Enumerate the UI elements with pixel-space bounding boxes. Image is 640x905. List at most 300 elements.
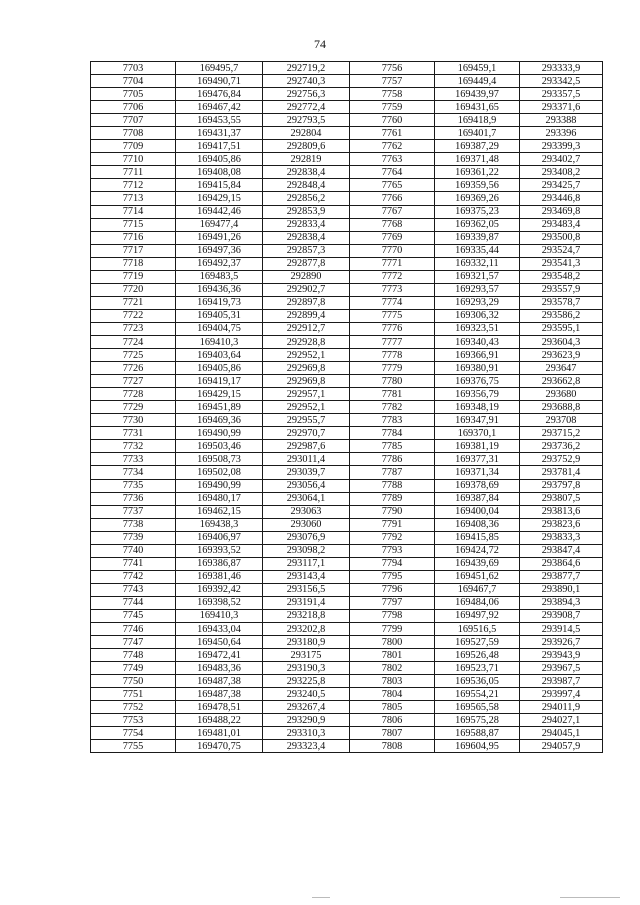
table-row bbox=[91, 335, 603, 348]
point-number-cell: 7785 bbox=[350, 440, 435, 453]
x-coordinate-cell: 169462,15 bbox=[176, 505, 263, 518]
x-coordinate-cell: 169417,51 bbox=[176, 140, 263, 153]
table-row bbox=[91, 649, 603, 662]
table-row bbox=[91, 583, 603, 596]
point-number-cell: 7751 bbox=[91, 688, 176, 701]
table-row bbox=[91, 270, 603, 283]
coordinates-table-body bbox=[91, 62, 603, 753]
x-coordinate-cell: 169503,46 bbox=[176, 440, 263, 453]
y-coordinate-cell: 292902,7 bbox=[263, 283, 350, 296]
table-row bbox=[91, 518, 603, 531]
y-coordinate-cell: 293715,2 bbox=[520, 427, 603, 440]
point-number-cell: 7786 bbox=[350, 453, 435, 466]
x-coordinate-cell: 169439,97 bbox=[435, 88, 520, 101]
y-coordinate-cell: 292719,2 bbox=[263, 62, 350, 75]
y-coordinate-cell: 293647 bbox=[520, 362, 603, 375]
point-number-cell: 7705 bbox=[91, 88, 176, 101]
x-coordinate-cell: 169335,44 bbox=[435, 244, 520, 257]
point-number-cell: 7735 bbox=[91, 479, 176, 492]
y-coordinate-cell: 294027,1 bbox=[520, 714, 603, 727]
point-number-cell: 7795 bbox=[350, 570, 435, 583]
y-coordinate-cell: 292819 bbox=[263, 153, 350, 166]
y-coordinate-cell: 293688,8 bbox=[520, 401, 603, 414]
point-number-cell: 7802 bbox=[350, 662, 435, 675]
point-number-cell: 7708 bbox=[91, 127, 176, 140]
y-coordinate-cell: 293060 bbox=[263, 518, 350, 531]
point-number-cell: 7799 bbox=[350, 623, 435, 636]
point-number-cell: 7805 bbox=[350, 701, 435, 714]
y-coordinate-cell: 293076,9 bbox=[263, 531, 350, 544]
x-coordinate-cell: 169408,08 bbox=[176, 166, 263, 179]
point-number-cell: 7803 bbox=[350, 675, 435, 688]
y-coordinate-cell: 292877,8 bbox=[263, 257, 350, 270]
x-coordinate-cell: 169380,91 bbox=[435, 362, 520, 375]
table-row bbox=[91, 714, 603, 727]
y-coordinate-cell: 293402,7 bbox=[520, 153, 603, 166]
x-coordinate-cell: 169293,29 bbox=[435, 296, 520, 309]
table-row bbox=[91, 349, 603, 362]
point-number-cell: 7788 bbox=[350, 479, 435, 492]
point-number-cell: 7714 bbox=[91, 205, 176, 218]
table-row bbox=[91, 296, 603, 309]
y-coordinate-cell: 292838,4 bbox=[263, 166, 350, 179]
y-coordinate-cell: 292955,7 bbox=[263, 414, 350, 427]
point-number-cell: 7781 bbox=[350, 388, 435, 401]
table-row bbox=[91, 505, 603, 518]
y-coordinate-cell: 294011,9 bbox=[520, 701, 603, 714]
x-coordinate-cell: 169339,87 bbox=[435, 231, 520, 244]
y-coordinate-cell: 293039,7 bbox=[263, 466, 350, 479]
point-number-cell: 7808 bbox=[350, 740, 435, 753]
x-coordinate-cell: 169376,75 bbox=[435, 375, 520, 388]
y-coordinate-cell: 293894,3 bbox=[520, 596, 603, 609]
point-number-cell: 7712 bbox=[91, 179, 176, 192]
point-number-cell: 7794 bbox=[350, 557, 435, 570]
x-coordinate-cell: 169356,79 bbox=[435, 388, 520, 401]
table-row bbox=[91, 322, 603, 335]
x-coordinate-cell: 169408,36 bbox=[435, 518, 520, 531]
point-number-cell: 7745 bbox=[91, 609, 176, 622]
x-coordinate-cell: 169419,73 bbox=[176, 296, 263, 309]
y-coordinate-cell: 293604,3 bbox=[520, 335, 603, 348]
point-number-cell: 7783 bbox=[350, 414, 435, 427]
y-coordinate-cell: 293541,3 bbox=[520, 257, 603, 270]
table-row bbox=[91, 179, 603, 192]
point-number-cell: 7791 bbox=[350, 518, 435, 531]
point-number-cell: 7749 bbox=[91, 662, 176, 675]
table-row bbox=[91, 283, 603, 296]
y-coordinate-cell: 293399,3 bbox=[520, 140, 603, 153]
y-coordinate-cell: 292957,1 bbox=[263, 388, 350, 401]
table-row bbox=[91, 140, 603, 153]
table-row bbox=[91, 127, 603, 140]
x-coordinate-cell: 169400,04 bbox=[435, 505, 520, 518]
table-row bbox=[91, 701, 603, 714]
y-coordinate-cell: 293310,3 bbox=[263, 727, 350, 740]
x-coordinate-cell: 169439,69 bbox=[435, 557, 520, 570]
point-number-cell: 7758 bbox=[350, 88, 435, 101]
table-row bbox=[91, 492, 603, 505]
x-coordinate-cell: 169480,17 bbox=[176, 492, 263, 505]
x-coordinate-cell: 169293,57 bbox=[435, 283, 520, 296]
y-coordinate-cell: 293864,6 bbox=[520, 557, 603, 570]
x-coordinate-cell: 169431,37 bbox=[176, 127, 263, 140]
y-coordinate-cell: 293807,5 bbox=[520, 492, 603, 505]
point-number-cell: 7770 bbox=[350, 244, 435, 257]
table-row bbox=[91, 101, 603, 114]
y-coordinate-cell: 294045,1 bbox=[520, 727, 603, 740]
table-row bbox=[91, 557, 603, 570]
point-number-cell: 7719 bbox=[91, 270, 176, 283]
x-coordinate-cell: 169490,99 bbox=[176, 427, 263, 440]
table-row bbox=[91, 257, 603, 270]
y-coordinate-cell: 293190,3 bbox=[263, 662, 350, 675]
y-coordinate-cell: 293967,5 bbox=[520, 662, 603, 675]
x-coordinate-cell: 169495,7 bbox=[176, 62, 263, 75]
y-coordinate-cell: 292833,4 bbox=[263, 218, 350, 231]
point-number-cell: 7787 bbox=[350, 466, 435, 479]
x-coordinate-cell: 169491,26 bbox=[176, 231, 263, 244]
x-coordinate-cell: 169449,4 bbox=[435, 75, 520, 88]
point-number-cell: 7732 bbox=[91, 440, 176, 453]
point-number-cell: 7764 bbox=[350, 166, 435, 179]
x-coordinate-cell: 169362,05 bbox=[435, 218, 520, 231]
y-coordinate-cell: 293847,4 bbox=[520, 544, 603, 557]
point-number-cell: 7755 bbox=[91, 740, 176, 753]
x-coordinate-cell: 169487,38 bbox=[176, 675, 263, 688]
x-coordinate-cell: 169469,36 bbox=[176, 414, 263, 427]
x-coordinate-cell: 169483,36 bbox=[176, 662, 263, 675]
x-coordinate-cell: 169405,86 bbox=[176, 362, 263, 375]
point-number-cell: 7800 bbox=[350, 636, 435, 649]
x-coordinate-cell: 169398,52 bbox=[176, 596, 263, 609]
y-coordinate-cell: 293483,4 bbox=[520, 218, 603, 231]
footer-line bbox=[312, 897, 330, 898]
table-row bbox=[91, 596, 603, 609]
point-number-cell: 7763 bbox=[350, 153, 435, 166]
y-coordinate-cell: 293781,4 bbox=[520, 466, 603, 479]
x-coordinate-cell: 169371,34 bbox=[435, 466, 520, 479]
point-number-cell: 7713 bbox=[91, 192, 176, 205]
y-coordinate-cell: 293323,4 bbox=[263, 740, 350, 753]
point-number-cell: 7720 bbox=[91, 283, 176, 296]
y-coordinate-cell: 293396 bbox=[520, 127, 603, 140]
point-number-cell: 7761 bbox=[350, 127, 435, 140]
y-coordinate-cell: 292804 bbox=[263, 127, 350, 140]
point-number-cell: 7724 bbox=[91, 335, 176, 348]
point-number-cell: 7744 bbox=[91, 596, 176, 609]
y-coordinate-cell: 293997,4 bbox=[520, 688, 603, 701]
table-row bbox=[91, 609, 603, 622]
point-number-cell: 7717 bbox=[91, 244, 176, 257]
x-coordinate-cell: 169406,97 bbox=[176, 531, 263, 544]
x-coordinate-cell: 169387,84 bbox=[435, 492, 520, 505]
y-coordinate-cell: 292857,3 bbox=[263, 244, 350, 257]
y-coordinate-cell: 293662,8 bbox=[520, 375, 603, 388]
x-coordinate-cell: 169410,3 bbox=[176, 609, 263, 622]
point-number-cell: 7778 bbox=[350, 349, 435, 362]
table-row bbox=[91, 466, 603, 479]
table-row bbox=[91, 205, 603, 218]
y-coordinate-cell: 293833,3 bbox=[520, 531, 603, 544]
table-row bbox=[91, 75, 603, 88]
point-number-cell: 7806 bbox=[350, 714, 435, 727]
y-coordinate-cell: 293425,7 bbox=[520, 179, 603, 192]
y-coordinate-cell: 292897,8 bbox=[263, 296, 350, 309]
y-coordinate-cell: 293240,5 bbox=[263, 688, 350, 701]
y-coordinate-cell: 293595,1 bbox=[520, 322, 603, 335]
y-coordinate-cell: 293175 bbox=[263, 649, 350, 662]
x-coordinate-cell: 169527,59 bbox=[435, 636, 520, 649]
x-coordinate-cell: 169526,48 bbox=[435, 649, 520, 662]
point-number-cell: 7793 bbox=[350, 544, 435, 557]
x-coordinate-cell: 169476,84 bbox=[176, 88, 263, 101]
y-coordinate-cell: 293813,6 bbox=[520, 505, 603, 518]
point-number-cell: 7718 bbox=[91, 257, 176, 270]
table-row bbox=[91, 114, 603, 127]
x-coordinate-cell: 169490,99 bbox=[176, 479, 263, 492]
point-number-cell: 7759 bbox=[350, 101, 435, 114]
point-number-cell: 7736 bbox=[91, 492, 176, 505]
table-row bbox=[91, 688, 603, 701]
x-coordinate-cell: 169438,3 bbox=[176, 518, 263, 531]
x-coordinate-cell: 169361,22 bbox=[435, 166, 520, 179]
point-number-cell: 7792 bbox=[350, 531, 435, 544]
y-coordinate-cell: 293408,2 bbox=[520, 166, 603, 179]
table-row bbox=[91, 727, 603, 740]
point-number-cell: 7767 bbox=[350, 205, 435, 218]
page-number: 74 bbox=[314, 37, 326, 51]
y-coordinate-cell: 292952,1 bbox=[263, 349, 350, 362]
table-row bbox=[91, 244, 603, 257]
x-coordinate-cell: 169436,36 bbox=[176, 283, 263, 296]
x-coordinate-cell: 169481,01 bbox=[176, 727, 263, 740]
point-number-cell: 7752 bbox=[91, 701, 176, 714]
x-coordinate-cell: 169340,43 bbox=[435, 335, 520, 348]
y-coordinate-cell: 293342,5 bbox=[520, 75, 603, 88]
x-coordinate-cell: 169381,46 bbox=[176, 570, 263, 583]
x-coordinate-cell: 169470,75 bbox=[176, 740, 263, 753]
x-coordinate-cell: 169565,58 bbox=[435, 701, 520, 714]
point-number-cell: 7727 bbox=[91, 375, 176, 388]
y-coordinate-cell: 292838,4 bbox=[263, 231, 350, 244]
point-number-cell: 7730 bbox=[91, 414, 176, 427]
y-coordinate-cell: 293557,9 bbox=[520, 283, 603, 296]
point-number-cell: 7796 bbox=[350, 583, 435, 596]
x-coordinate-cell: 169523,71 bbox=[435, 662, 520, 675]
x-coordinate-cell: 169484,06 bbox=[435, 596, 520, 609]
y-coordinate-cell: 293586,2 bbox=[520, 309, 603, 322]
x-coordinate-cell: 169502,08 bbox=[176, 466, 263, 479]
y-coordinate-cell: 293469,8 bbox=[520, 205, 603, 218]
y-coordinate-cell: 293914,5 bbox=[520, 623, 603, 636]
x-coordinate-cell: 169377,31 bbox=[435, 453, 520, 466]
y-coordinate-cell: 293098,2 bbox=[263, 544, 350, 557]
y-coordinate-cell: 292890 bbox=[263, 270, 350, 283]
table-row bbox=[91, 362, 603, 375]
x-coordinate-cell: 169348,19 bbox=[435, 401, 520, 414]
y-coordinate-cell: 292970,7 bbox=[263, 427, 350, 440]
table-row bbox=[91, 62, 603, 75]
y-coordinate-cell: 293218,8 bbox=[263, 609, 350, 622]
point-number-cell: 7737 bbox=[91, 505, 176, 518]
table-row bbox=[91, 440, 603, 453]
point-number-cell: 7703 bbox=[91, 62, 176, 75]
x-coordinate-cell: 169450,64 bbox=[176, 636, 263, 649]
x-coordinate-cell: 169405,31 bbox=[176, 309, 263, 322]
table-row bbox=[91, 388, 603, 401]
x-coordinate-cell: 169451,62 bbox=[435, 570, 520, 583]
y-coordinate-cell: 292740,3 bbox=[263, 75, 350, 88]
table-row bbox=[91, 218, 603, 231]
point-number-cell: 7782 bbox=[350, 401, 435, 414]
y-coordinate-cell: 293578,7 bbox=[520, 296, 603, 309]
x-coordinate-cell: 169410,3 bbox=[176, 335, 263, 348]
point-number-cell: 7704 bbox=[91, 75, 176, 88]
x-coordinate-cell: 169375,23 bbox=[435, 205, 520, 218]
x-coordinate-cell: 169405,86 bbox=[176, 153, 263, 166]
x-coordinate-cell: 169492,37 bbox=[176, 257, 263, 270]
table-row bbox=[91, 623, 603, 636]
point-number-cell: 7731 bbox=[91, 427, 176, 440]
point-number-cell: 7726 bbox=[91, 362, 176, 375]
x-coordinate-cell: 169516,5 bbox=[435, 623, 520, 636]
x-coordinate-cell: 169381,19 bbox=[435, 440, 520, 453]
point-number-cell: 7807 bbox=[350, 727, 435, 740]
y-coordinate-cell: 292756,3 bbox=[263, 88, 350, 101]
y-coordinate-cell: 293890,1 bbox=[520, 583, 603, 596]
y-coordinate-cell: 293063 bbox=[263, 505, 350, 518]
x-coordinate-cell: 169497,92 bbox=[435, 609, 520, 622]
point-number-cell: 7707 bbox=[91, 114, 176, 127]
x-coordinate-cell: 169404,75 bbox=[176, 322, 263, 335]
point-number-cell: 7740 bbox=[91, 544, 176, 557]
x-coordinate-cell: 169306,32 bbox=[435, 309, 520, 322]
y-coordinate-cell: 293011,4 bbox=[263, 453, 350, 466]
x-coordinate-cell: 169366,91 bbox=[435, 349, 520, 362]
x-coordinate-cell: 169575,28 bbox=[435, 714, 520, 727]
x-coordinate-cell: 169477,4 bbox=[176, 218, 263, 231]
point-number-cell: 7738 bbox=[91, 518, 176, 531]
table-row bbox=[91, 427, 603, 440]
x-coordinate-cell: 169332,11 bbox=[435, 257, 520, 270]
point-number-cell: 7773 bbox=[350, 283, 435, 296]
y-coordinate-cell: 293823,6 bbox=[520, 518, 603, 531]
x-coordinate-cell: 169378,69 bbox=[435, 479, 520, 492]
table-row bbox=[91, 88, 603, 101]
footer-line bbox=[560, 897, 620, 898]
y-coordinate-cell: 293371,6 bbox=[520, 101, 603, 114]
x-coordinate-cell: 169442,46 bbox=[176, 205, 263, 218]
y-coordinate-cell: 293736,2 bbox=[520, 440, 603, 453]
point-number-cell: 7742 bbox=[91, 570, 176, 583]
table-row bbox=[91, 166, 603, 179]
y-coordinate-cell: 293117,1 bbox=[263, 557, 350, 570]
x-coordinate-cell: 169488,22 bbox=[176, 714, 263, 727]
point-number-cell: 7741 bbox=[91, 557, 176, 570]
y-coordinate-cell: 292809,6 bbox=[263, 140, 350, 153]
x-coordinate-cell: 169401,7 bbox=[435, 127, 520, 140]
y-coordinate-cell: 293202,8 bbox=[263, 623, 350, 636]
y-coordinate-cell: 293908,7 bbox=[520, 609, 603, 622]
y-coordinate-cell: 294057,9 bbox=[520, 740, 603, 753]
y-coordinate-cell: 293524,7 bbox=[520, 244, 603, 257]
point-number-cell: 7784 bbox=[350, 427, 435, 440]
y-coordinate-cell: 292969,8 bbox=[263, 375, 350, 388]
x-coordinate-cell: 169453,55 bbox=[176, 114, 263, 127]
point-number-cell: 7754 bbox=[91, 727, 176, 740]
point-number-cell: 7777 bbox=[350, 335, 435, 348]
x-coordinate-cell: 169483,5 bbox=[176, 270, 263, 283]
y-coordinate-cell: 292848,4 bbox=[263, 179, 350, 192]
table-row bbox=[91, 531, 603, 544]
y-coordinate-cell: 293225,8 bbox=[263, 675, 350, 688]
point-number-cell: 7760 bbox=[350, 114, 435, 127]
point-number-cell: 7801 bbox=[350, 649, 435, 662]
point-number-cell: 7756 bbox=[350, 62, 435, 75]
x-coordinate-cell: 169472,41 bbox=[176, 649, 263, 662]
point-number-cell: 7798 bbox=[350, 609, 435, 622]
point-number-cell: 7757 bbox=[350, 75, 435, 88]
x-coordinate-cell: 169347,91 bbox=[435, 414, 520, 427]
x-coordinate-cell: 169393,52 bbox=[176, 544, 263, 557]
y-coordinate-cell: 293388 bbox=[520, 114, 603, 127]
y-coordinate-cell: 292952,1 bbox=[263, 401, 350, 414]
point-number-cell: 7762 bbox=[350, 140, 435, 153]
y-coordinate-cell: 293267,4 bbox=[263, 701, 350, 714]
x-coordinate-cell: 169451,89 bbox=[176, 401, 263, 414]
x-coordinate-cell: 169536,05 bbox=[435, 675, 520, 688]
point-number-cell: 7721 bbox=[91, 296, 176, 309]
table-row bbox=[91, 375, 603, 388]
point-number-cell: 7779 bbox=[350, 362, 435, 375]
y-coordinate-cell: 293623,9 bbox=[520, 349, 603, 362]
point-number-cell: 7771 bbox=[350, 257, 435, 270]
x-coordinate-cell: 169323,51 bbox=[435, 322, 520, 335]
x-coordinate-cell: 169419,17 bbox=[176, 375, 263, 388]
x-coordinate-cell: 169459,1 bbox=[435, 62, 520, 75]
x-coordinate-cell: 169386,87 bbox=[176, 557, 263, 570]
point-number-cell: 7765 bbox=[350, 179, 435, 192]
x-coordinate-cell: 169371,48 bbox=[435, 153, 520, 166]
point-number-cell: 7728 bbox=[91, 388, 176, 401]
x-coordinate-cell: 169431,65 bbox=[435, 101, 520, 114]
x-coordinate-cell: 169429,15 bbox=[176, 388, 263, 401]
x-coordinate-cell: 169418,9 bbox=[435, 114, 520, 127]
x-coordinate-cell: 169497,36 bbox=[176, 244, 263, 257]
y-coordinate-cell: 293926,7 bbox=[520, 636, 603, 649]
point-number-cell: 7733 bbox=[91, 453, 176, 466]
table-row bbox=[91, 401, 603, 414]
point-number-cell: 7739 bbox=[91, 531, 176, 544]
table-row bbox=[91, 740, 603, 753]
point-number-cell: 7766 bbox=[350, 192, 435, 205]
point-number-cell: 7804 bbox=[350, 688, 435, 701]
y-coordinate-cell: 293064,1 bbox=[263, 492, 350, 505]
table-row bbox=[91, 192, 603, 205]
y-coordinate-cell: 293877,7 bbox=[520, 570, 603, 583]
table-row bbox=[91, 309, 603, 322]
y-coordinate-cell: 293987,7 bbox=[520, 675, 603, 688]
x-coordinate-cell: 169487,38 bbox=[176, 688, 263, 701]
y-coordinate-cell: 293156,5 bbox=[263, 583, 350, 596]
x-coordinate-cell: 169554,21 bbox=[435, 688, 520, 701]
point-number-cell: 7722 bbox=[91, 309, 176, 322]
point-number-cell: 7797 bbox=[350, 596, 435, 609]
table-row bbox=[91, 153, 603, 166]
y-coordinate-cell: 293680 bbox=[520, 388, 603, 401]
x-coordinate-cell: 169424,72 bbox=[435, 544, 520, 557]
